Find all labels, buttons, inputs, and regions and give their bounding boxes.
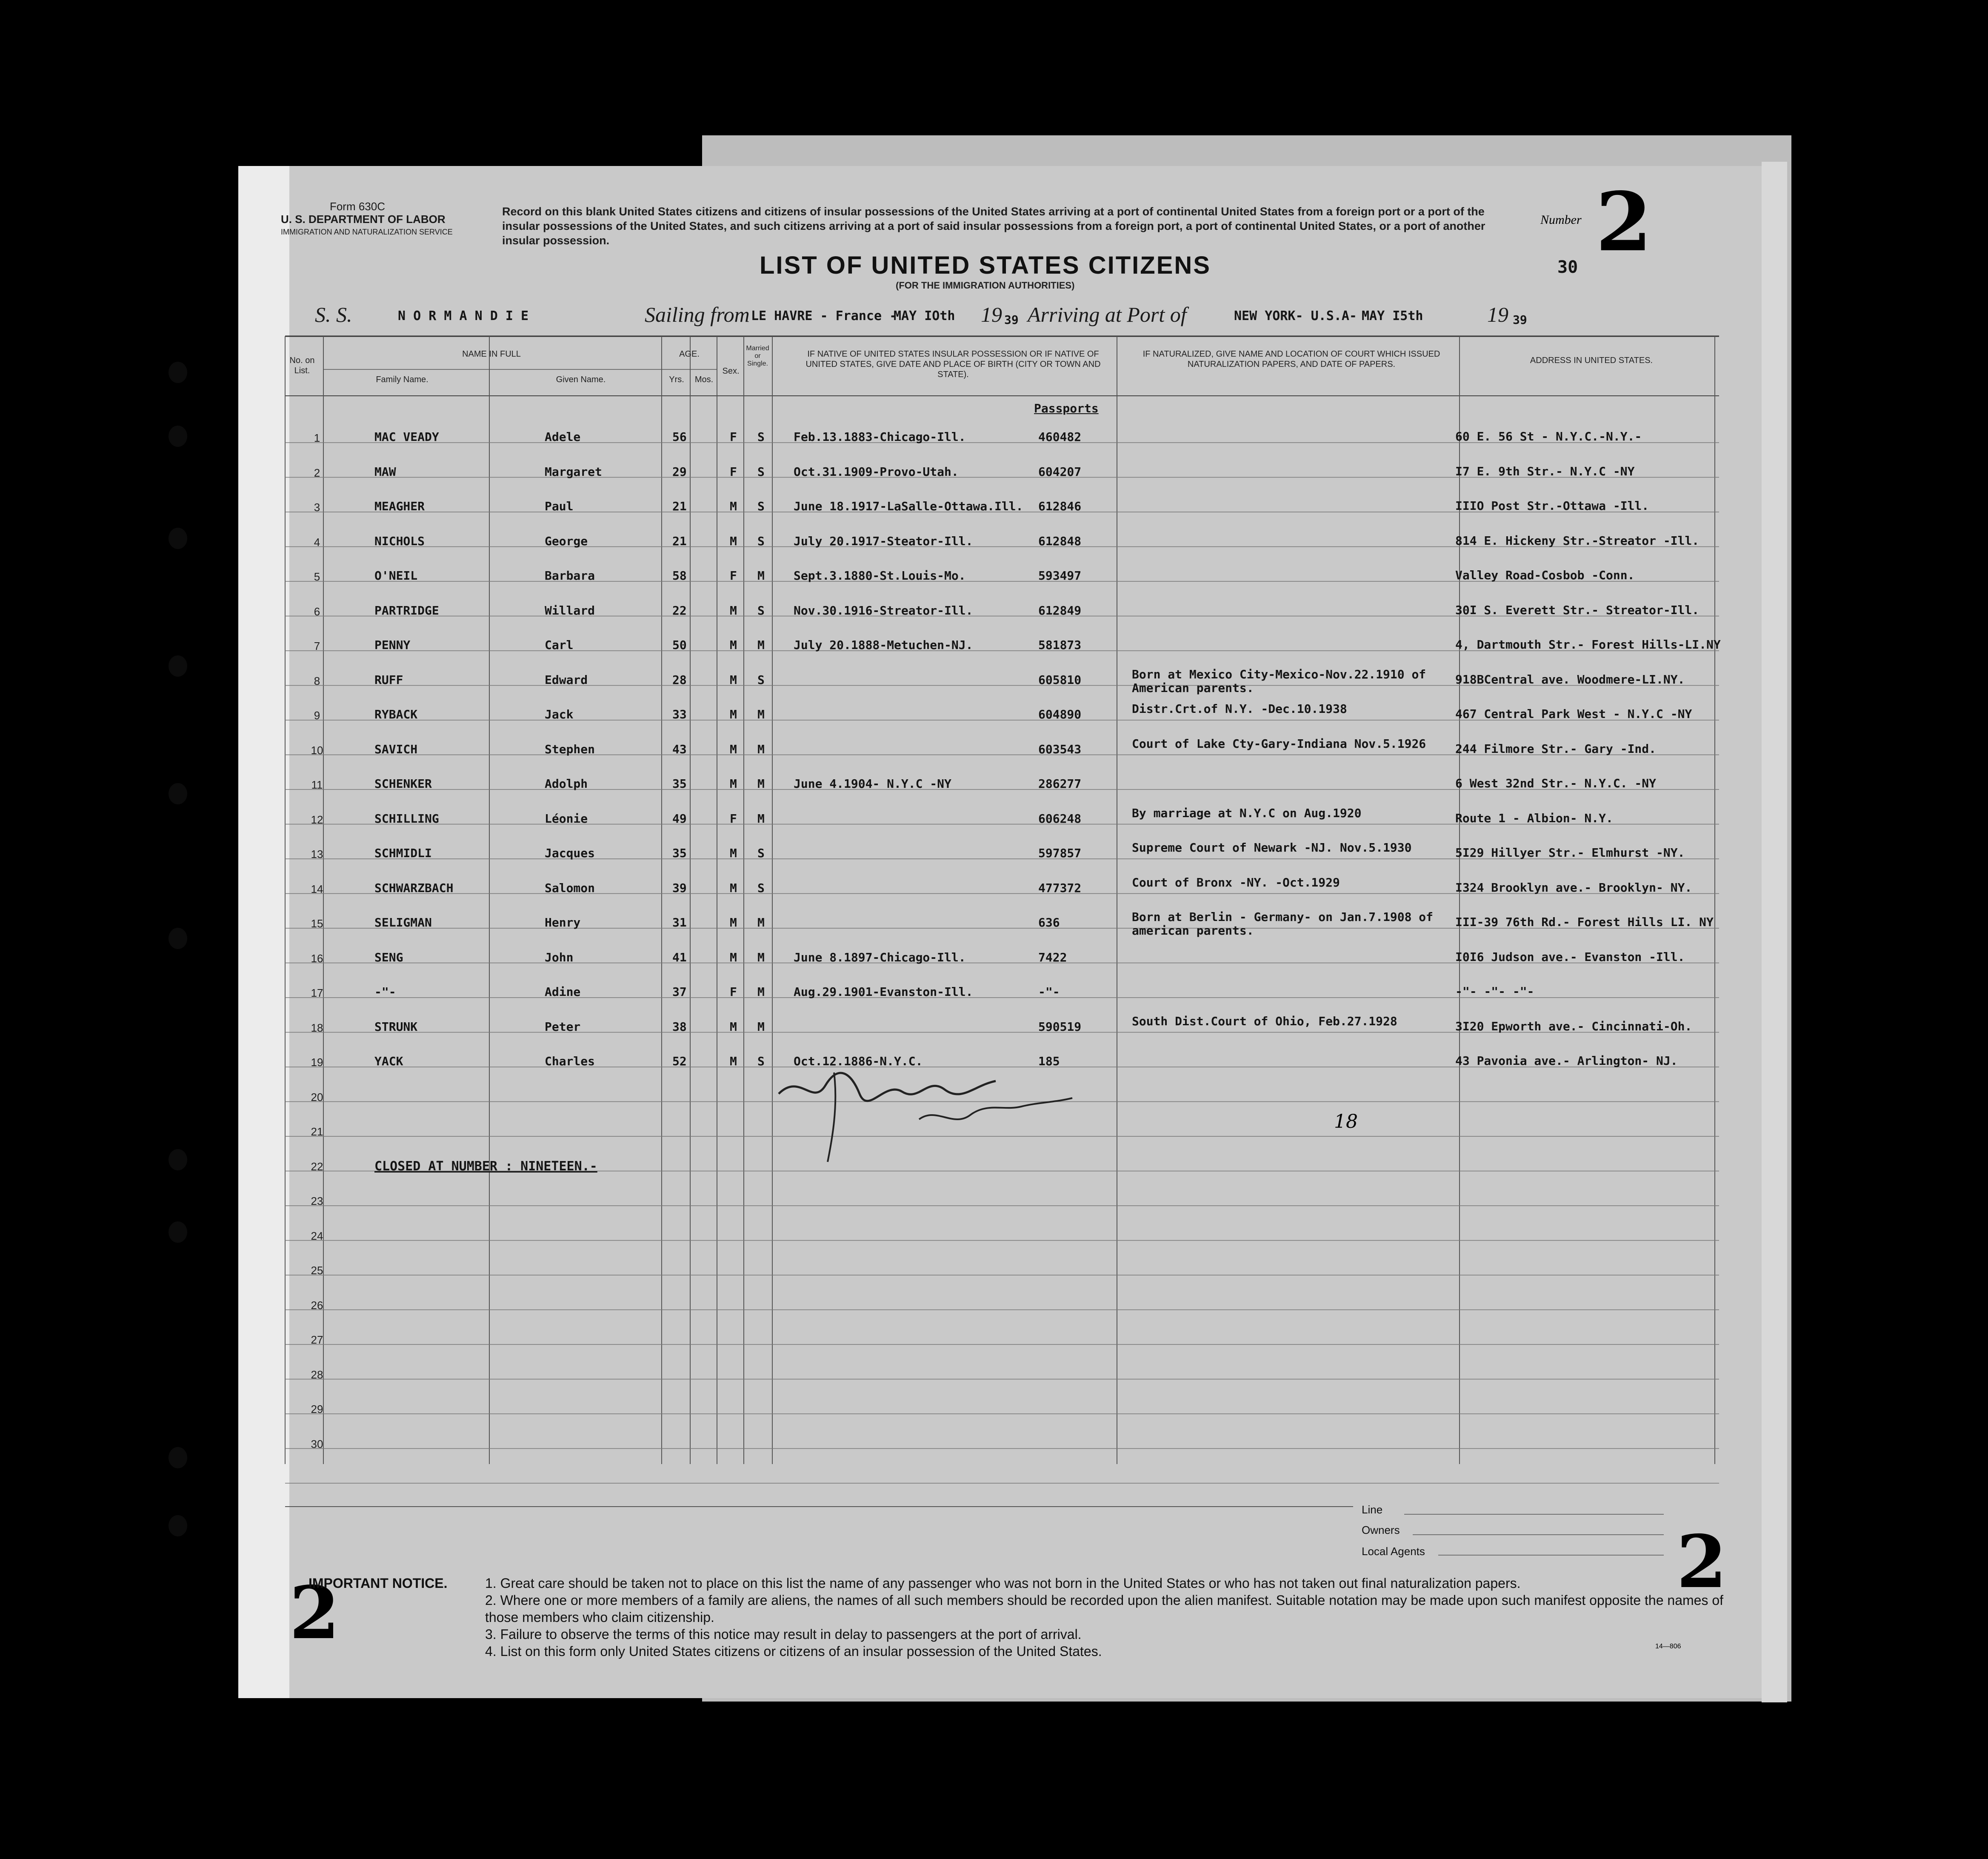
col-head-given-name: Given Name.: [556, 375, 606, 384]
marital-status: M: [757, 777, 765, 791]
page-title: LIST OF UNITED STATES CITIZENS: [760, 252, 1211, 279]
notice-title: IMPORTANT NOTICE.: [308, 1576, 448, 1591]
marital-status: M: [757, 985, 765, 999]
col-head-family-name: Family Name.: [376, 375, 428, 384]
family-name: STRUNK: [374, 1019, 418, 1034]
closing-note: CLOSED AT NUMBER : NINETEEN.-: [374, 1159, 597, 1174]
number-label: Number: [1540, 213, 1582, 227]
marital-status: S: [757, 881, 765, 895]
row-number: 12: [311, 813, 323, 826]
family-name: SCHILLING: [374, 811, 439, 826]
footer-owners-label: Owners: [1362, 1524, 1400, 1536]
given-name: John: [545, 950, 574, 964]
marital-status: S: [757, 1054, 765, 1068]
passport-number: 636: [1038, 915, 1060, 930]
us-address: 4, Dartmouth Str.- Forest Hills-LI.NY: [1455, 638, 1721, 652]
given-name: Paul: [545, 499, 574, 513]
binder-hole: [169, 655, 187, 677]
sailing-year: 39: [1004, 313, 1019, 327]
row-number: 13: [311, 848, 323, 861]
age-years: 37: [672, 985, 687, 999]
given-name: Adele: [545, 430, 581, 444]
age-years: 58: [672, 569, 687, 583]
age-years: 21: [672, 534, 687, 548]
col-head-age: AGE.: [679, 349, 700, 359]
row-number: 20: [311, 1090, 323, 1104]
col-head-name-in-full: NAME IN FULL: [462, 349, 521, 359]
naturalization-info: Born at Berlin - Germany- on Jan.7.1908 of american parents.: [1132, 910, 1434, 938]
age-years: 21: [672, 499, 687, 513]
us-address: IIIO Post Str.-Ottawa -Ill.: [1455, 499, 1649, 513]
binder-hole: [169, 783, 187, 804]
family-name: RYBACK: [374, 707, 418, 721]
sex: M: [730, 846, 737, 860]
notice-item: 4. List on this form only United States citizens or citizens of an insular possession of the United States.: [485, 1644, 1102, 1659]
col-head-married-single: Married or Single.: [746, 345, 769, 367]
marital-status: M: [757, 742, 765, 756]
age-years: 50: [672, 638, 687, 652]
marital-status: M: [757, 707, 765, 721]
binder-hole: [169, 1221, 187, 1243]
sailing-port: LE HAVRE - France -: [751, 309, 897, 323]
family-name: -"-: [374, 985, 396, 999]
us-address: III-39 76th Rd.- Forest Hills LI. NY: [1455, 915, 1714, 929]
passport-number: 593497: [1038, 569, 1082, 583]
sex: M: [730, 707, 737, 721]
passport-number: 477372: [1038, 881, 1082, 895]
age-years: 56: [672, 430, 687, 444]
sex: M: [730, 881, 737, 895]
given-name: Jacques: [545, 846, 595, 860]
us-address: 3I20 Epworth ave.- Cincinnati-Oh.: [1455, 1019, 1692, 1033]
marital-status: S: [757, 846, 765, 860]
row-number: 17: [311, 987, 323, 999]
sailing-label: Sailing from: [645, 303, 750, 326]
us-address: I0I6 Judson ave.- Evanston -Ill.: [1455, 950, 1685, 964]
family-name: YACK: [374, 1054, 403, 1068]
passport-number: 604890: [1038, 707, 1082, 721]
us-address: 60 E. 56 St - N.Y.C.-N.Y.-: [1455, 429, 1642, 443]
passport-number: -"-: [1038, 985, 1060, 999]
marital-status: S: [757, 464, 765, 479]
row-number: 7: [314, 640, 320, 652]
passport-number: 7422: [1038, 950, 1067, 964]
us-address: 30I S. Everett Str.- Streator-Ill.: [1455, 603, 1700, 617]
given-name: Salomon: [545, 881, 595, 895]
row-number: 3: [314, 501, 320, 514]
row-number: 30: [311, 1437, 323, 1450]
department-name: U. S. DEPARTMENT OF LABOR: [281, 213, 446, 226]
us-address: 5I29 Hillyer Str.- Elmhurst -NY.: [1455, 846, 1685, 860]
row-number: 10: [311, 744, 323, 757]
binder-hole: [169, 928, 187, 949]
birth-date-place: June 4.1904- N.Y.C -NY: [794, 777, 951, 791]
row-number: 28: [311, 1368, 323, 1381]
sex: M: [730, 742, 737, 756]
given-name: Léonie: [545, 811, 588, 826]
birth-date-place: Oct.12.1886-N.Y.C.: [794, 1054, 923, 1068]
family-name: PARTRIDGE: [374, 603, 439, 618]
given-name: Stephen: [545, 742, 595, 756]
age-years: 49: [672, 811, 687, 826]
sex: M: [730, 1054, 737, 1068]
given-name: Henry: [545, 915, 581, 930]
birth-date-place: Sept.3.1880-St.Louis-Mo.: [794, 569, 966, 583]
birth-date-place: June 18.1917-LaSalle-Ottawa.Ill.: [794, 499, 1023, 513]
record-instructions: Record on this blank United States citizens and citizens of insular possessions of the United States arriving at a port of continental United States from a foreign port or a port of the insular possessions of the United States, and such citizens arriving at a port of said insular possessions from a foreign port, a port of continental United States, or a port of another insular possession.: [502, 205, 1485, 247]
row-number: 23: [311, 1195, 323, 1207]
sex: M: [730, 1019, 737, 1034]
marital-status: S: [757, 499, 765, 513]
col-head-address: ADDRESS IN UNITED STATES.: [1530, 356, 1653, 365]
arriving-year: 39: [1513, 313, 1527, 327]
us-address: Valley Road-Cosbob -Conn.: [1455, 568, 1635, 582]
marital-status: M: [757, 915, 765, 930]
marital-status: M: [757, 569, 765, 583]
passport-number: 460482: [1038, 430, 1082, 444]
col-head-native-birth: IF NATIVE OF UNITED STATES INSULAR POSSESSION OR IF NATIVE OF UNITED STATES, GIVE DATE AND PLACE OF BIRTH (CITY OR TOWN AND STATE).: [805, 349, 1101, 379]
family-name: MEAGHER: [374, 499, 425, 513]
birth-date-place: June 8.1897-Chicago-Ill.: [794, 950, 966, 964]
row-number: 4: [314, 535, 320, 549]
row-number: 22: [311, 1160, 323, 1173]
us-address: 918BCentral ave. Woodmere-LI.NY.: [1455, 672, 1685, 686]
sex: F: [730, 985, 737, 999]
notice-list: [485, 1575, 1728, 1660]
binder-hole: [169, 1515, 187, 1536]
sex: F: [730, 464, 737, 479]
age-years: 52: [672, 1054, 687, 1068]
age-years: 43: [672, 742, 687, 756]
sex: M: [730, 534, 737, 548]
birth-date-place: Feb.13.1883-Chicago-Ill.: [794, 430, 966, 444]
passport-number: 604207: [1038, 464, 1082, 479]
family-name: O'NEIL: [374, 569, 418, 583]
marital-status: S: [757, 672, 765, 687]
age-years: 29: [672, 464, 687, 479]
naturalization-info: Distr.Crt.of N.Y. -Dec.10.1938: [1132, 702, 1347, 716]
naturalization-info: Court of Bronx -NY. -Oct.1929: [1132, 875, 1340, 889]
family-name: SELIGMAN: [374, 915, 432, 930]
marital-status: M: [757, 638, 765, 652]
family-name: SCHWARZBACH: [374, 881, 454, 895]
row-number: 24: [311, 1229, 323, 1242]
sex: M: [730, 950, 737, 964]
row-number: 25: [311, 1264, 323, 1277]
row-number: 2: [314, 466, 320, 479]
col-head-months: Mos.: [694, 375, 714, 384]
age-years: 35: [672, 846, 687, 860]
us-address: I324 Brooklyn ave.- Brooklyn- NY.: [1455, 880, 1692, 895]
row-number: 11: [311, 778, 323, 791]
marital-status: M: [757, 811, 765, 826]
row-number: 19: [311, 1056, 323, 1069]
row-number: 9: [314, 709, 320, 722]
age-years: 22: [672, 603, 687, 618]
row-number: 26: [311, 1298, 323, 1312]
passports-heading: Passports: [1034, 401, 1099, 415]
row-number: 8: [314, 674, 320, 687]
ship-name: N O R M A N D I E: [398, 309, 529, 323]
underlying-page-2: [1762, 162, 1787, 1702]
birth-date-place: Oct.31.1909-Provo-Utah.: [794, 464, 959, 479]
naturalization-info: By marriage at N.Y.C on Aug.1920: [1132, 806, 1362, 820]
given-name: Willard: [545, 603, 595, 618]
binder-hole: [169, 528, 187, 549]
age-years: 38: [672, 1019, 687, 1034]
ss-label: S. S.: [315, 303, 352, 326]
marital-status: S: [757, 430, 765, 444]
binder-hole: [169, 426, 187, 447]
us-address: 467 Central Park West - N.Y.C -NY: [1455, 707, 1692, 721]
row-number: 5: [314, 570, 320, 583]
notice-item: 1. Great care should be taken not to place on this list the name of any passenger who was not born in the United States or who has not taken out final naturalization papers.: [485, 1576, 1521, 1591]
sailing-date: MAY IOth: [894, 309, 955, 323]
sex: M: [730, 603, 737, 618]
given-name: Peter: [545, 1019, 581, 1034]
notice-item: 2. Where one or more members of a family are aliens, the names of all such members should be recorded upon the alien manifest. Suitable notation may be made upon such manifest opposite the names of those members who claim citizenship.: [485, 1593, 1724, 1625]
row-number: 14: [311, 882, 323, 895]
row-number: 18: [311, 1021, 323, 1034]
col-head-years: Yrs.: [669, 375, 684, 384]
margin-number: 18: [1334, 1111, 1358, 1133]
passport-number: 597857: [1038, 846, 1082, 860]
us-address: 814 E. Hickeny Str.-Streator -Ill.: [1455, 533, 1700, 548]
sex: F: [730, 811, 737, 826]
age-years: 28: [672, 672, 687, 687]
marital-status: S: [757, 603, 765, 618]
family-name: SCHENKER: [374, 777, 432, 791]
row-number: 1: [314, 432, 320, 444]
passport-number: 286277: [1038, 777, 1082, 791]
birth-date-place: Nov.30.1916-Streator-Ill.: [794, 603, 973, 618]
row-number: 27: [311, 1333, 323, 1346]
passport-number: 590519: [1038, 1019, 1082, 1034]
family-name: MAW: [374, 464, 396, 479]
family-name: SAVICH: [374, 742, 418, 756]
sex: M: [730, 915, 737, 930]
row-number: 16: [311, 952, 323, 965]
given-name: Charles: [545, 1054, 595, 1068]
family-name: MAC VEADY: [374, 430, 439, 444]
service-name: IMMIGRATION AND NATURALIZATION SERVICE: [281, 228, 453, 236]
naturalization-info: Supreme Court of Newark -NJ. Nov.5.1930: [1132, 841, 1412, 855]
given-name: Adolph: [545, 777, 588, 791]
row-number: 21: [311, 1125, 323, 1138]
printer-mark: 14—806: [1655, 1643, 1681, 1650]
sailing-year-prefix: 19: [981, 303, 1002, 326]
given-name: Adine: [545, 985, 581, 999]
arriving-port: NEW YORK- U.S.A-: [1234, 309, 1357, 323]
birth-date-place: Aug.29.1901-Evanston-Ill.: [794, 985, 973, 999]
naturalization-info: South Dist.Court of Ohio, Feb.27.1928: [1132, 1014, 1397, 1028]
footer-big-number-right: 2: [1677, 1519, 1727, 1604]
us-address: -"- -"- -"-: [1455, 984, 1534, 998]
sex: M: [730, 777, 737, 791]
age-years: 39: [672, 881, 687, 895]
us-address: Route 1 - Albion- N.Y.: [1455, 811, 1613, 825]
family-name: SCHMIDLI: [374, 846, 432, 860]
sex: M: [730, 638, 737, 652]
family-name: SENG: [374, 950, 403, 964]
form-number-block: [281, 200, 453, 238]
naturalization-info: Court of Lake Cty-Gary-Indiana Nov.5.1926: [1132, 736, 1426, 751]
binder-hole: [169, 362, 187, 383]
passport-number: 612849: [1038, 603, 1082, 618]
binder-hole: [169, 1447, 187, 1468]
ruled-grid: [238, 166, 1762, 1698]
sex: M: [730, 672, 737, 687]
given-name: Jack: [545, 707, 574, 721]
us-address: 6 West 32nd Str.- N.Y.C. -NY: [1455, 776, 1657, 790]
passport-number: 603543: [1038, 742, 1082, 756]
marital-status: S: [757, 534, 765, 548]
col-head-naturalized: IF NATURALIZED, GIVE NAME AND LOCATION OF COURT WHICH ISSUED NATURALIZATION PAPERS, AND DATE OF PAPERS.: [1143, 349, 1440, 369]
family-name: RUFF: [374, 672, 403, 687]
inspector-signature: [774, 1055, 1115, 1166]
us-address: I7 E. 9th Str.- N.Y.C -NY: [1455, 464, 1635, 478]
col-head-no: No. on List.: [289, 356, 315, 375]
arriving-date: MAY I5th: [1362, 309, 1423, 323]
row-number: 6: [314, 605, 320, 618]
marital-status: M: [757, 950, 765, 964]
footer-big-number-left: 2: [289, 1570, 340, 1656]
marital-status: M: [757, 1019, 765, 1034]
page-subtitle: (FOR THE IMMIGRATION AUTHORITIES): [896, 280, 1075, 291]
age-years: 31: [672, 915, 687, 930]
given-name: Margaret: [545, 464, 602, 479]
binder-hole: [169, 1149, 187, 1170]
naturalization-info: Born at Mexico City-Mexico-Nov.22.1910 of American parents.: [1132, 667, 1426, 695]
sex: F: [730, 430, 737, 444]
arriving-label: Arriving at Port of: [1028, 303, 1187, 326]
given-name: Carl: [545, 638, 574, 652]
row-number: 15: [311, 917, 323, 930]
passport-number: 185: [1038, 1054, 1060, 1068]
notice-item: 3. Failure to observe the terms of this notice may result in delay to passengers at the port of arrival.: [485, 1627, 1082, 1642]
age-years: 41: [672, 950, 687, 964]
form-number: Form 630C: [329, 200, 386, 213]
passport-number: 605810: [1038, 672, 1082, 687]
us-address: 43 Pavonia ave.- Arlington- NJ.: [1455, 1054, 1678, 1068]
sheet-page-number: 30: [1557, 257, 1578, 277]
footer-line-label: Line: [1362, 1503, 1383, 1516]
given-name: George: [545, 534, 588, 548]
given-name: Edward: [545, 672, 588, 687]
family-name: NICHOLS: [374, 534, 425, 548]
age-years: 33: [672, 707, 687, 721]
sex: F: [730, 569, 737, 583]
passport-number: 612846: [1038, 499, 1082, 513]
footer-agents-label: Local Agents: [1362, 1545, 1425, 1558]
family-name: PENNY: [374, 638, 411, 652]
row-number: 29: [311, 1403, 323, 1416]
list-number: 2: [1596, 174, 1652, 269]
given-name: Barbara: [545, 569, 595, 583]
age-years: 35: [672, 777, 687, 791]
sex: M: [730, 499, 737, 513]
birth-date-place: July 20.1888-Metuchen-NJ.: [794, 638, 973, 652]
us-address: 244 Filmore Str.- Gary -Ind.: [1455, 741, 1657, 756]
citizens-list-sheet: [238, 166, 1762, 1698]
passport-number: 606248: [1038, 811, 1082, 826]
col-head-sex: Sex.: [722, 366, 740, 376]
birth-date-place: July 20.1917-Steator-Ill.: [794, 534, 973, 548]
passport-number: 612848: [1038, 534, 1082, 548]
passport-number: 581873: [1038, 638, 1082, 652]
arriving-year-prefix: 19: [1487, 303, 1508, 326]
